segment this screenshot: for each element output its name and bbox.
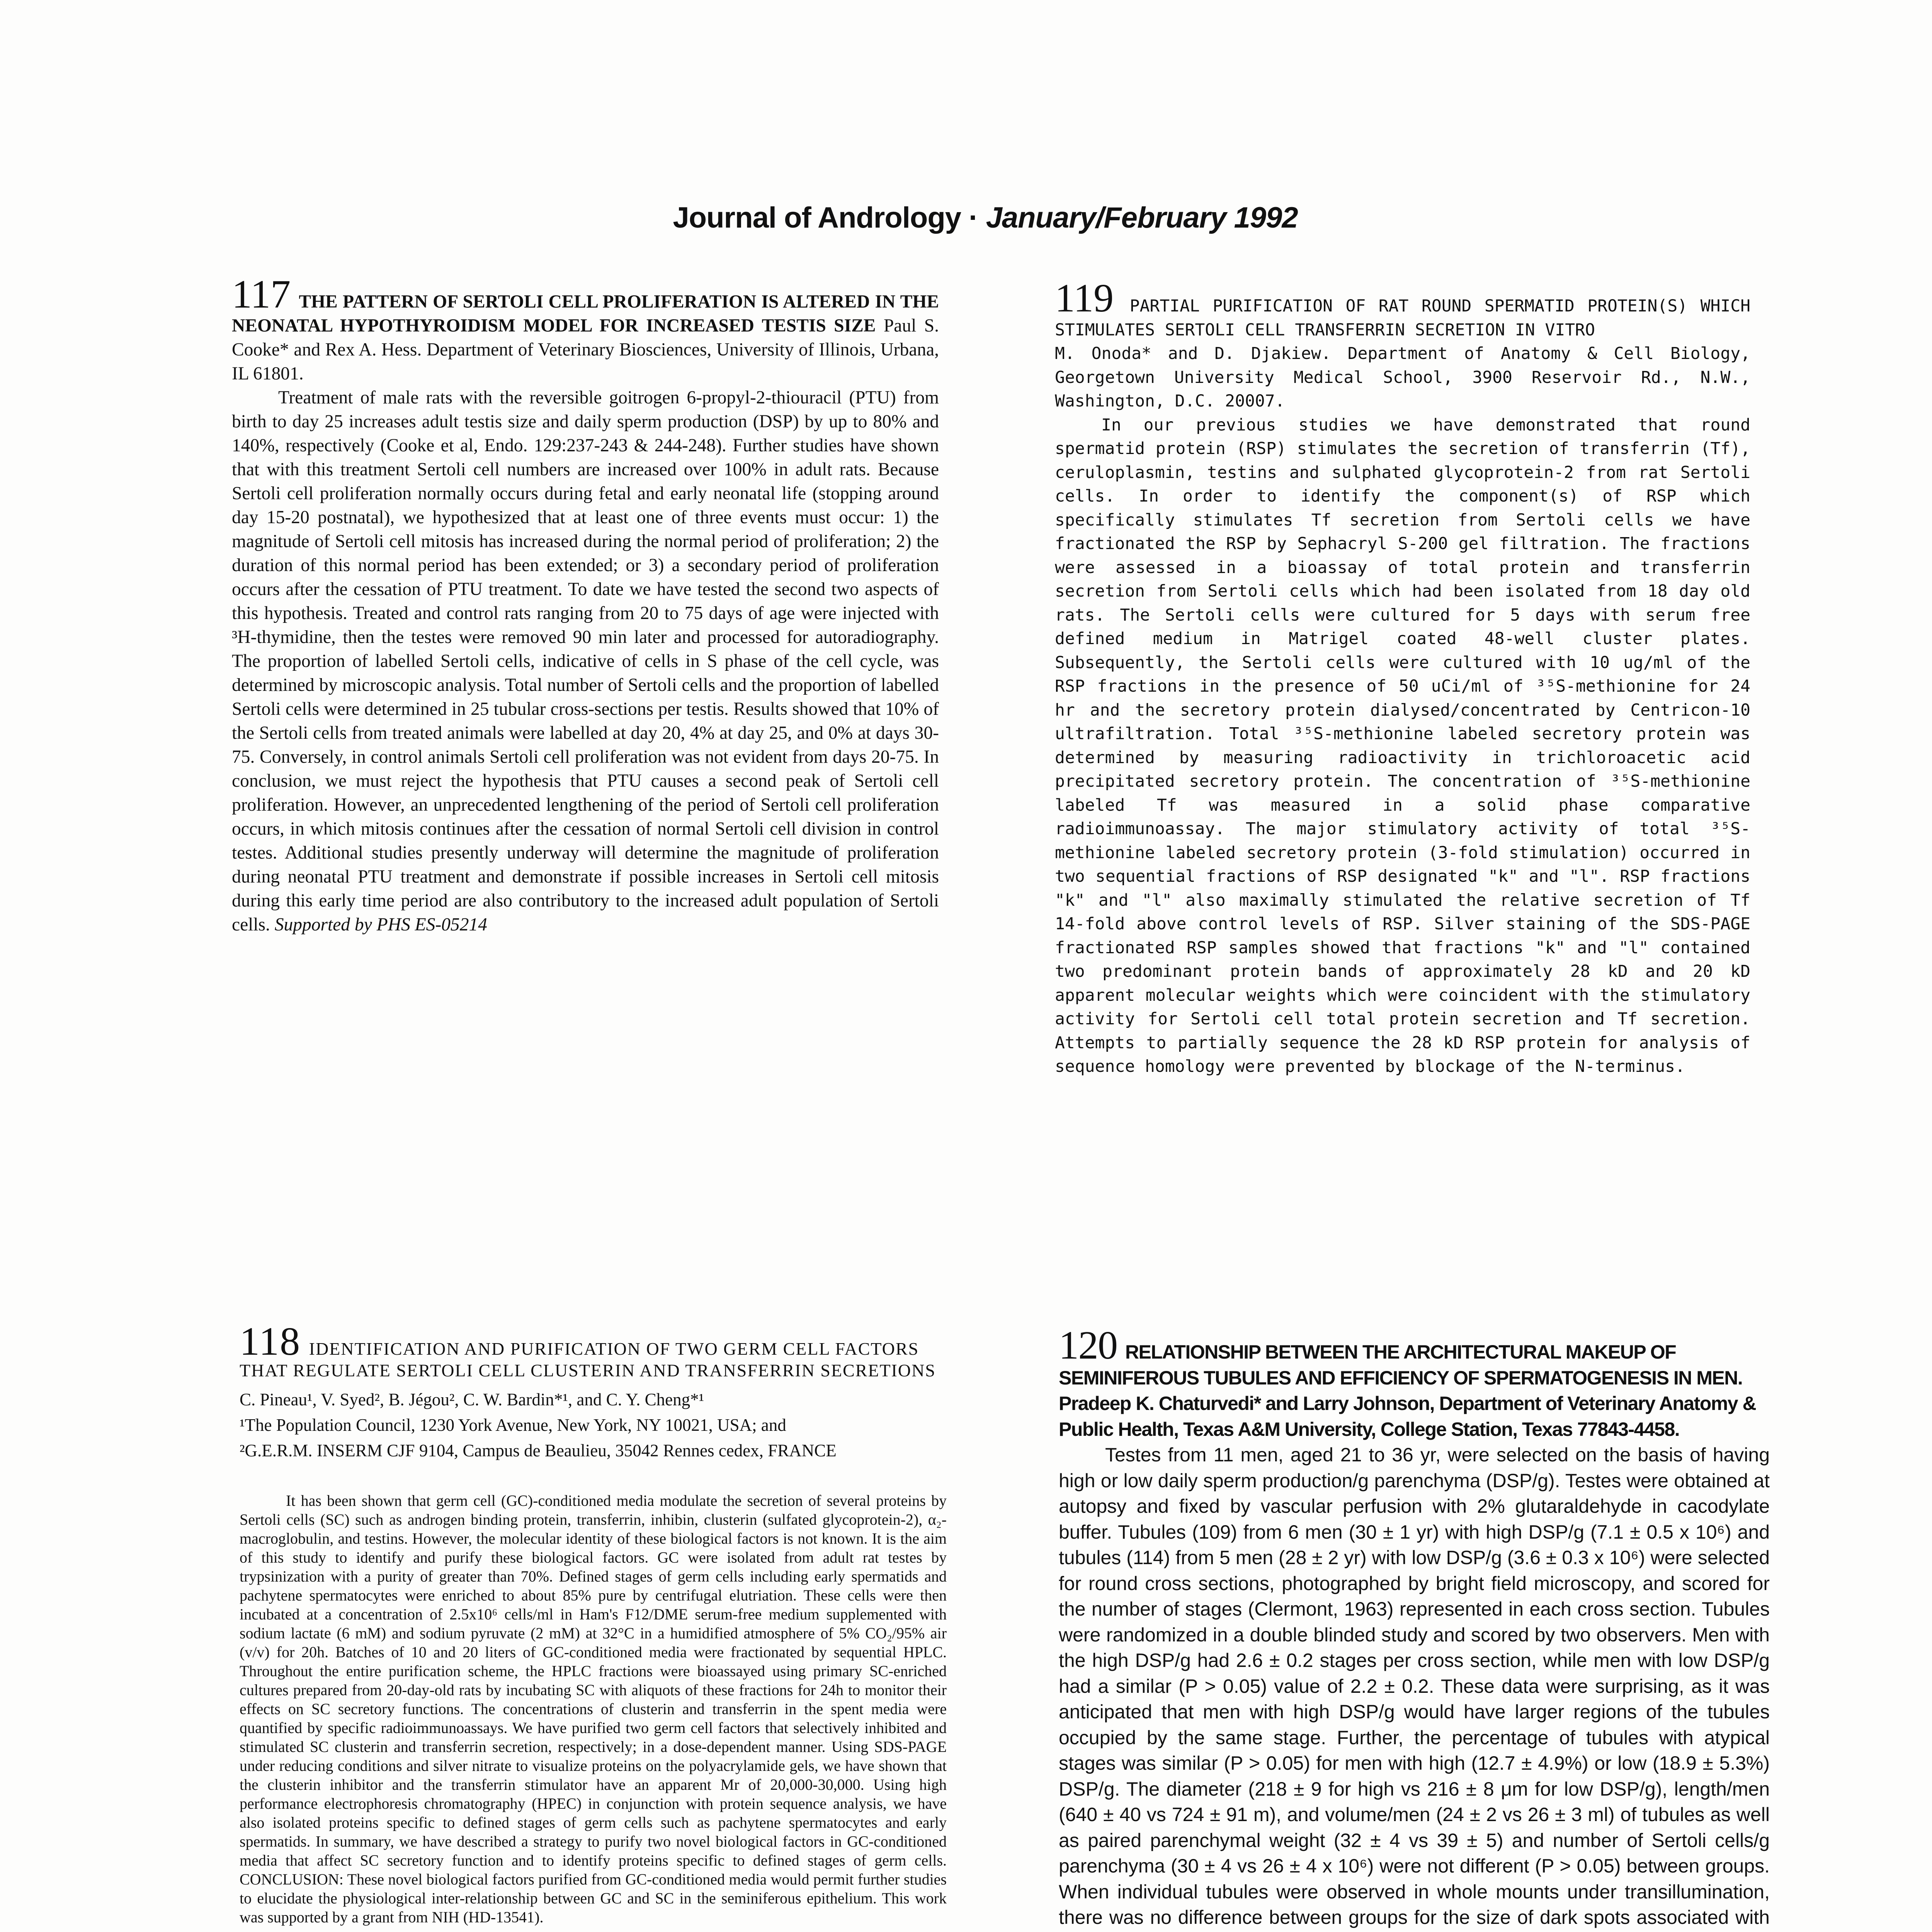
abstract-body: In our previous studies we have demonstrated that round spermatid protein (RSP) stimulates the secretion of transferrin (Tf), ceruloplasmin, testins and sulphated glycoprotein-2 from rat Sertoli cells. In order to identify the component(s) of RSP which specifically stimulates Tf secretion from Sertoli cells we have fractionated the RSP by Sephacryl S-200 gel filtration. The fractions were assessed in a bioassay of total protein and transferrin secretion from Sertoli cells which had been isolated from 18 day old rats. The Sertoli cells were cultured for 5 days with serum free defined medium in Matrigel coated 48-well cluster plates. Subsequently, the Sertoli cells were cultured with 10 ug/ml of the RSP fractions in the presence of 50 uCi/ml of ³⁵S-methionine for 24 hr and the secretory protein dialysed/concentrated by Centricon-10 ultrafiltration. Total ³⁵S-methionine labeled secretory protein was determined by measuring radioactivity in trichloroacetic acid precipitated secretory protein. The concentration of ³⁵S-methionine labeled Tf was measured in a solid phase comparative radioimmunoassay. The major stimulatory activity of total ³⁵S-methionine labeled secretory protein (3-fold stimulation) occurred in two sequential fractions of RSP designated "k" and "l". RSP fractions "k" and "l" also maximally stimulated the relative secretion of Tf 14-fold above control levels of RSP. Silver staining of the SDS-PAGE fractionated RSP samples showed that fractions "k" and "l" contained two predominant protein bands of approximately 28 kD and 20 kD apparent molecular weights which were coincident with the stimulatory activity for Sertoli cell total protein secretion and Tf secretion. Attempts to partially sequence the 28 kD RSP protein for analysis of sequence homology were prevented by blockage of the N-terminus. [1055,415,1750,1076]
abstract-body: Treatment of male rats with the reversible goitrogen 6-propyl-2-thiouracil (PTU) from birth to day 25 increases adult testis size and daily sperm production (DSP) by up to 80% and 140%, respectively (Cooke et al, Endo. 129:237-243 & 244-248). Further studies have shown that with this treatment Sertoli cell numbers are increased over 100% in adult rats. Because Sertoli cell proliferation normally occurs during fetal and early neonatal life (stopping around day 15-20 postnatal), we hypothesized that at least one of three events must occur: 1) the magnitude of Sertoli cell mitosis has increased during the normal period of proliferation; 2) the duration of this normal period has been extended; or 3) a secondary period of proliferation occurs after the cessation of PTU treatment. To date we have tested the second two aspects of this hypothesis. Treated and control rats ranging from 20 to 75 days of age were injected with ³H-thymidine, then the testes were removed 90 min later and processed for autoradiography. The proportion of labelled Sertoli cells, indicative of cells in S phase of the cell cycle, was determined by microscopic analysis. Total number of Sertoli cells and the proportion of labelled Sertoli cells were determined in 25 tubular cross-sections per testis. Results showed that 10% of the Sertoli cells from treated animals were labelled at day 20, 4% at day 25, and 0% at days 30-75. Conversely, in control animals Sertoli cell proliferation was not evident from days 20-75. In conclusion, we must reject the hypothesis that PTU causes a second peak of Sertoli cell proliferation. However, an unprecedented lengthening of the period of Sertoli cell proliferation occurs, in which mitosis continues after the cessation of normal Sertoli cell division in control testes. Additional studies presently underway will determine the magnitude of proliferation during neonatal PTU treatment and demonstrate if possible increases in Sertoli cell mitosis during this early time period are also contributory to the increased adult population of Sertoli cells. [232,388,939,935]
abstract-affiliation: Department of Anatomy & Cell Biology, Georgetown University Medical School, 3900 Reservoir Rd., N.W., Washington, D.C. 20007. [1055,344,1750,411]
abstract-title: IDENTIFICATION AND PURIFICATION OF TWO GERM CELL FACTORS THAT REGULATE SERTOLI CELL CLUSTERIN AND TRANSFERRIN SECRETIONS [240,1339,936,1380]
abstract-number: 119 [1055,276,1114,320]
abstract-authors: Paul S. Cooke* and Rex A. Hess. [232,316,939,360]
issue-date: January/February 1992 [986,201,1298,234]
running-head [0,201,1932,235]
abstract-affiliation-1: ¹The Population Council, 1230 York Avenue, New York, NY 10021, USA; and [240,1415,786,1435]
abstract-authors: C. Pineau¹, V. Syed², B. Jégou², C. W. Bardin*¹, and C. Y. Cheng*¹ [240,1390,704,1409]
abstract-title: THE PATTERN OF SERTOLI CELL PROLIFERATION IS ALTERED IN THE NEONATAL HYPOTHYROIDISM MODEL FOR INCREASED TESTIS SIZE [232,292,939,336]
running-head-separator: · [961,201,986,234]
abstract-118 [240,1319,947,1927]
abstract-authors: Pradeep K. Chaturvedi* and Larry Johnson, [1059,1393,1435,1414]
abstract-affiliation: Department of Veterinary Biosciences, University of Illinois, Urbana, IL 61801. [232,340,939,384]
abstract-number: 120 [1059,1323,1117,1367]
abstract-body: Testes from 11 men, aged 21 to 36 yr, were selected on the basis of having high or low daily sperm production/g parenchyma (DSP/g). Testes were obtained at autopsy and fixed by vascular perfusion with 2% glutaraldehyde in cacodylate buffer. Tubules (109) from 6 men (30 ± 1 yr) with high DSP/g (7.1 ± 0.5 x 10⁶) and tubules (114) from 5 men (28 ± 2 yr) with low DSP/g (3.6 ± 0.3 x 10⁶) were selected for round cross sections, photographed by bright field microscopy, and scored for the number of stages (Clermont, 1963) represented in each cross section. Tubules were randomized in a double blinded study and scored by two observers. Men with the high DSP/g had 2.6 ± 0.2 stages per cross section, while men with low DSP/g had a similar (P > 0.05) value of 2.2 ± 0.2. These data were surprising, as it was anticipated that men with high DSP/g would have larger regions of the tubules occupied by the same stage. Further, the percentage of tubules with atypical stages was similar (P > 0.05) for men with high (12.7 ± 4.9%) or low (18.9 ± 5.3%) DSP/g. The diameter (218 ± 9 for high vs 216 ± 8 μm for low DSP/g), length/men (640 ± 40 vs 724 ± 91 m), and volume/men (24 ± 2 vs 26 ± 3 ml) of tubules as well as paired parenchymal weight (32 ± 4 vs 39 ± 5) and number of Sertoli cells/g parenchyma (30 ± 4 vs 26 ± 4 x 10⁶) were not different (P > 0.05) between groups. When individual tubules were observed in whole mounts under transillumination, there was no difference between groups for the size of dark spots associated with [1059,1444,1770,1928]
abstract-119 [1055,276,1751,1079]
abstract-title: RELATIONSHIP BETWEEN THE ARCHITECTURAL MAKEUP OF SEMINIFEROUS TUBULES AND EFFICIENCY OF SPERMATOGENESIS IN MEN. [1059,1341,1743,1389]
abstract-number: 118 [240,1319,301,1364]
abstract-title: PARTIAL PURIFICATION OF RAT ROUND SPERMATID PROTEIN(S) WHICH STIMULATES SERTOLI CELL TRANSFERRIN SECRETION IN VITRO [1055,296,1751,340]
abstract-number: 117 [232,272,291,316]
abstract-support: Supported by PHS ES-05214 [274,915,487,935]
journal-name: Journal of Andrology [673,201,961,234]
abstract-body: It has been shown that germ cell (GC)-conditioned media modulate the secretion of several proteins by Sertoli cells (SC) such as androgen binding protein, transferrin, inhibin, clusterin (sulfated glycoprotein-2), α₂-macroglobulin, and testins. However, the molecular identity of these biological factors is not known. It is the aim of this study to identify and purify these biological factors. GC were isolated from adult rat testes by trypsinization with a purity of greater than 70%. Defined stages of germ cells including early spermatids and pachytene spermatocytes were enriched to about 85% pure by centrifugal elutriation. These cells were then incubated at a concentration of 2.5x10⁶ cells/ml in Ham's F12/DME serum-free medium supplemented with sodium lactate (6 mM) and sodium pyruvate (2 mM) at 32°C in a humidified atmosphere of 5% CO₂/95% air (v/v) for 20h. Batches of 10 and 20 liters of GC-conditioned media were fractionated by sequential HPLC. Throughout the entire purification scheme, the HPLC fractions were bioassayed using primary SC-enriched cultures prepared from 20-day-old rats by incubating SC with aliquots of these fractions for 24h to monitor their effects on SC secretory functions. The concentrations of clusterin and transferrin in the spent media were quantified by specific radioimmunoassays. We have purified two germ cell factors that selectively inhibited and stimulated SC clusterin and transferrin secretion, respectively; in a dose-dependent manner. Using SDS-PAGE under reducing conditions and silver nitrate to visualize proteins on the polyacrylamide gels, we have shown that the clusterin inhibitor and the transferrin stimulator have an apparent Mr of 20,000-30,000. Using high performance electrophoresis chromatography (HPEC) in conjunction with protein sequence analysis, we have also isolated proteins specific to defined stages of germ cells such as pachytene spermatocytes and early spermatids. In summary, we have described a strategy to purify two novel biological factors in GC-conditioned media that affect SC secretory function and to identify proteins specific to defined stages of germ cells. CONCLUSION: These novel biological factors purified from GC-conditioned media would permit further studies to elucidate the physiological inter-relationship between GC and SC in the seminiferous epithelium. This work was supported by a grant from NIH (HD-13541). [240,1492,947,1926]
abstract-affiliation-2: ²G.E.R.M. INSERM CJF 9104, Campus de Beaulieu, 35042 Rennes cedex, FRANCE [240,1441,837,1460]
abstract-authors: M. Onoda* and D. Djakiew. [1055,344,1331,363]
abstract-affiliation: Department of Veterinary Anatomy & Public Health, Texas A&M University, College Station, Texas 77843-4458. [1059,1393,1756,1440]
abstract-120 [1059,1323,1770,1932]
abstract-117 [232,272,939,937]
